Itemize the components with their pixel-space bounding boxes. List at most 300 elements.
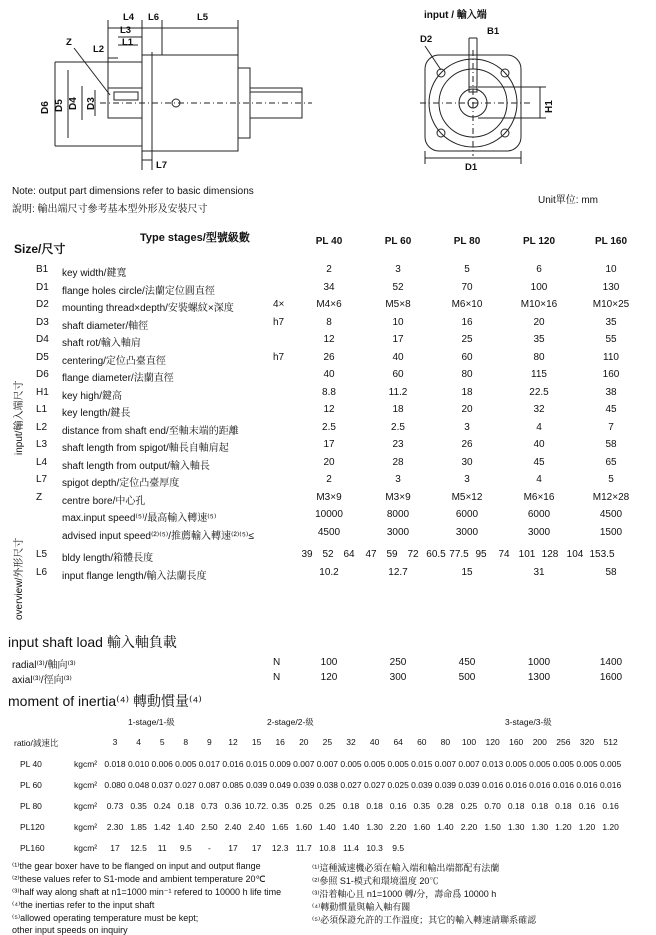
- table-cell: 40: [323, 369, 335, 380]
- inertia-cell: 1.65: [271, 822, 289, 832]
- table-cell: 47: [365, 549, 377, 560]
- inertia-cell: 0.18: [342, 801, 360, 811]
- table-cell: 8: [326, 316, 332, 328]
- table-cell: 80: [533, 351, 545, 363]
- ratio-header: 320: [579, 737, 595, 747]
- column-header: PL 60: [384, 236, 412, 247]
- inertia-cell: 0.039: [245, 780, 268, 790]
- footnote-zh: ⁽²⁾參照 S1-模式和環境溫度 20℃: [312, 876, 439, 886]
- ratio-header: 120: [485, 737, 500, 747]
- inertia-cell: 0.005: [175, 759, 197, 769]
- inertia-row-name: PL120: [20, 822, 45, 832]
- row-name: key high/鍵高: [62, 390, 123, 402]
- note-zh: 說明: 輸出端尺寸參考基本型外形及安裝尺寸: [12, 204, 208, 215]
- table-cell: M5×8: [385, 299, 411, 310]
- ratio-header: 80: [440, 737, 451, 747]
- inertia-cell: 0.039: [293, 780, 315, 790]
- input-group-label: input/輸入端尺寸: [14, 380, 25, 455]
- inertia-cell: 0.039: [411, 780, 433, 790]
- table-cell: 3: [464, 474, 470, 485]
- ratio-header: 100: [461, 737, 477, 747]
- table-cell: 60.5: [426, 549, 446, 560]
- table-cell: 3000: [527, 526, 551, 538]
- inertia-unit: kgcm²: [74, 780, 98, 790]
- table-cell: 11.2: [388, 386, 408, 398]
- inertia-row-name: PL 40: [20, 759, 42, 769]
- type-stages-header: Type stages/型號級數: [140, 232, 250, 244]
- inertia-cell: 0.009: [269, 759, 291, 769]
- inertia-unit: kgcm²: [74, 822, 98, 832]
- table-cell: M6×10: [451, 299, 483, 310]
- stage1-header: 1-stage/1-級: [128, 717, 175, 727]
- table-cell: 160: [602, 369, 620, 380]
- inertia-cell: 2.20: [389, 822, 407, 832]
- inertia-cell: 0.007: [458, 759, 480, 769]
- inertia-cell: 0.005: [529, 759, 551, 769]
- inertia-cell: 11.7: [295, 843, 312, 853]
- inertia-cell: 2.50: [201, 822, 218, 832]
- column-header: PL 40: [315, 236, 343, 247]
- inertia-cell: 9.5: [179, 843, 192, 853]
- inertia-cell: 0.016: [529, 780, 551, 790]
- column-header: PL 160: [594, 236, 628, 247]
- inertia-cell: 0.16: [578, 801, 596, 811]
- table-cell: 59: [386, 549, 398, 560]
- inertia-title: moment of inertia⁽⁴⁾ 轉動慣量⁽⁴⁾: [8, 693, 202, 709]
- inertia-cell: 2.20: [460, 822, 478, 832]
- inertia-cell: 10.3: [366, 843, 383, 853]
- ratio-header: 3: [112, 737, 118, 747]
- table-cell: 38: [605, 386, 617, 398]
- table-cell: 60: [392, 369, 404, 380]
- inertia-cell: 0.007: [434, 759, 457, 769]
- table-cell: 100: [530, 281, 548, 293]
- row-code: D2: [36, 299, 49, 310]
- inertia-cell: 1.40: [437, 822, 454, 832]
- inertia-cell: 10.8: [319, 843, 336, 853]
- row-name: input flange length/輸入法蘭長度: [62, 571, 207, 582]
- inertia-cell: 1.40: [319, 822, 336, 832]
- inertia-cell: 0.005: [363, 759, 386, 769]
- stage2-header: 2-stage/2-級: [267, 717, 314, 727]
- table-cell: 115: [531, 369, 547, 380]
- row-code: L3: [36, 439, 48, 450]
- table-cell: 3000: [386, 526, 410, 538]
- row-name: advised input speed⁽²⁾⁽⁵⁾/推薦輸入轉速⁽²⁾⁽⁵⁾≤: [62, 530, 254, 542]
- row-code: Z: [36, 491, 43, 503]
- table-cell: 60: [461, 351, 473, 363]
- table-cell: 12: [323, 404, 335, 415]
- inertia-cell: 10.72.: [244, 801, 269, 811]
- table-cell: 6000: [455, 509, 479, 520]
- dim-label: L7: [156, 160, 168, 171]
- inertia-cell: 1.30: [366, 822, 383, 832]
- table-cell: 23: [392, 439, 404, 450]
- inertia-cell: 1.42: [153, 822, 171, 832]
- ratio-header: 4: [136, 737, 141, 747]
- row-name: flange holes circle/法蘭定位圓直徑: [62, 285, 215, 297]
- inertia-cell: 9.5: [392, 843, 405, 853]
- ratio-header: 40: [369, 737, 380, 747]
- inertia-cell: 1.60: [413, 822, 431, 832]
- input-view-title: input / 輸入端: [424, 10, 487, 21]
- table-cell: 39: [301, 549, 313, 560]
- table-cell: 3: [464, 421, 470, 433]
- table-cell: 45: [533, 456, 545, 468]
- inertia-cell: 0.039: [458, 780, 480, 790]
- inertia-cell: 17: [228, 843, 238, 853]
- table-cell: 31: [533, 567, 545, 578]
- table-cell: 20: [533, 316, 545, 328]
- row-tolerance: h7: [273, 316, 285, 328]
- footnote-en: ⁽¹⁾the gear boxer have to be flanged on input and output flange: [12, 861, 261, 871]
- row-code: H1: [36, 386, 49, 398]
- table-cell: 52: [392, 281, 404, 293]
- table-cell: 101: [518, 549, 536, 560]
- inertia-cell: 0.039: [434, 780, 457, 790]
- inertia-cell: 12.3: [271, 843, 289, 853]
- ratio-header: 160: [509, 737, 524, 747]
- ratio-header: 15: [251, 737, 262, 747]
- inertia-cell: 0.25: [319, 801, 336, 811]
- inertia-cell: 0.016: [481, 780, 504, 790]
- row-name: key width/鍵寬: [62, 268, 127, 279]
- table-cell: 153.5: [589, 549, 615, 560]
- ratio-header: 5: [159, 737, 165, 747]
- inertia-cell: 0.025: [387, 780, 409, 790]
- table-cell: M12×28: [592, 491, 630, 503]
- dim-label: D2: [420, 34, 433, 45]
- footnote-zh: ⁽³⁾沿着軸心且 n1=1000 轉/分，壽命爲 10000 h: [312, 889, 497, 899]
- ratio-header: 60: [417, 737, 427, 747]
- table-cell: 12.7: [388, 567, 408, 578]
- table-cell: 2: [326, 264, 332, 275]
- inertia-cell: 11.4: [343, 843, 359, 853]
- inertia-cell: 0.18: [555, 801, 572, 811]
- table-cell: 95: [475, 549, 487, 560]
- table-cell: 8.8: [322, 386, 336, 398]
- table-cell: 10: [392, 316, 404, 328]
- table-cell: 16: [461, 316, 473, 328]
- dim-label: L6: [148, 12, 160, 23]
- note-en: Note: output part dimensions refer to basic dimensions: [12, 186, 254, 197]
- inertia-unit: kgcm²: [74, 843, 98, 853]
- table-cell: 3: [395, 474, 401, 485]
- table-cell: 3: [395, 264, 401, 275]
- inertia-cell: 2.30: [106, 822, 124, 832]
- radial-unit: N: [273, 657, 281, 668]
- table-cell: 40: [533, 439, 545, 450]
- axial-label: axial⁽³⁾/徑向⁽³⁾: [12, 675, 72, 686]
- load-cell: 500: [458, 672, 476, 683]
- row-name: shaft rot/輸入軸肩: [62, 338, 141, 349]
- inertia-cell: 0.73: [201, 801, 218, 811]
- inertia-cell: 0.049: [269, 780, 291, 790]
- table-cell: 64: [343, 549, 355, 560]
- inertia-cell: 0.35: [413, 801, 431, 811]
- inertia-cell: 0.70: [484, 801, 501, 811]
- dim-label: L3: [120, 25, 132, 36]
- ratio-header: 9: [207, 737, 212, 747]
- table-cell: 10: [605, 264, 617, 275]
- table-cell: 45: [605, 404, 617, 415]
- footnote-zh: ⁽⁵⁾必須保證允許的工作溫度；其它的輸入轉速請聯系確認: [312, 915, 537, 925]
- inertia-cell: 0.28: [437, 801, 454, 811]
- row-code: D4: [36, 334, 49, 345]
- inertia-cell: 1.60: [295, 822, 313, 832]
- inertia-cell: 0.005: [599, 759, 622, 769]
- load-cell: 250: [389, 657, 407, 668]
- inertia-cell: 0.018: [104, 759, 126, 769]
- inertia-cell: 0.016: [576, 780, 598, 790]
- inertia-cell: 0.18: [507, 801, 525, 811]
- inertia-cell: 12.5: [130, 843, 147, 853]
- table-cell: 1500: [599, 526, 623, 538]
- inertia-cell: 0.35: [271, 801, 289, 811]
- inertia-cell: 0.015: [245, 759, 268, 769]
- table-cell: 20: [323, 456, 335, 468]
- inertia-cell: 0.027: [175, 780, 197, 790]
- inertia-cell: 1.20: [602, 822, 619, 832]
- inertia-cell: 0.016: [552, 780, 575, 790]
- table-cell: 7: [608, 421, 614, 433]
- table-cell: 4: [536, 474, 542, 485]
- dim-label: D3: [86, 97, 97, 110]
- inertia-cell: 1.85: [130, 822, 147, 832]
- table-cell: 4500: [317, 526, 341, 538]
- ratio-header: 256: [556, 737, 571, 747]
- ratio-header: 25: [322, 737, 333, 747]
- table-cell: 5: [464, 264, 470, 275]
- table-cell: 17: [392, 334, 404, 345]
- load-title: input shaft load 輸入軸負載: [8, 634, 177, 650]
- table-cell: 74: [498, 549, 510, 560]
- inertia-cell: 0.027: [363, 780, 386, 790]
- inertia-cell: 11: [157, 843, 167, 853]
- inertia-cell: 0.005: [505, 759, 527, 769]
- inertia-cell: 17: [251, 843, 262, 853]
- table-cell: 70: [461, 281, 473, 293]
- table-cell: 4500: [599, 509, 623, 520]
- inertia-unit: kgcm²: [74, 759, 98, 769]
- table-cell: 25: [461, 334, 473, 345]
- dim-label: D6: [40, 101, 51, 114]
- table-cell: M10×25: [592, 299, 630, 310]
- row-name: bldy length/箱體長度: [62, 553, 154, 564]
- footnote-zh: ⁽¹⁾這種減速機必須在輸入端和輸出端都配有法蘭: [312, 863, 500, 873]
- table-cell: 52: [322, 549, 334, 560]
- ratio-header: 16: [275, 737, 285, 747]
- inertia-row-name: PL 60: [20, 780, 42, 790]
- table-cell: 32: [533, 404, 545, 415]
- inertia-cell: 1.30: [531, 822, 549, 832]
- inertia-unit: kgcm²: [74, 801, 98, 811]
- footnote-en: ⁽²⁾these values refer to S1-mode and ambient temperature 20℃: [12, 874, 266, 884]
- footnote-en: other input speeds on inquiry: [12, 925, 128, 935]
- row-code: D3: [36, 316, 49, 328]
- inertia-cell: 0.24: [153, 801, 171, 811]
- table-cell: 110: [603, 351, 619, 363]
- inertia-cell: 0.005: [387, 759, 409, 769]
- inertia-cell: 0.16: [602, 801, 619, 811]
- inertia-cell: 0.007: [293, 759, 315, 769]
- table-cell: 10000: [315, 509, 343, 520]
- inertia-cell: 1.40: [342, 822, 360, 832]
- load-cell: 450: [458, 657, 476, 668]
- dim-label: H1: [544, 100, 555, 113]
- row-code: D5: [36, 351, 49, 363]
- ratio-header: 12: [228, 737, 238, 747]
- ratio-header: 64: [393, 737, 403, 747]
- ratio-header: 20: [299, 737, 309, 747]
- table-cell: 10.2: [319, 567, 339, 578]
- inertia-cell: 0.085: [222, 780, 244, 790]
- dim-label: D5: [54, 99, 65, 112]
- inertia-cell: 0.18: [366, 801, 383, 811]
- footnote-zh: ⁽⁴⁾轉動慣量與輸入軸有關: [312, 902, 411, 912]
- row-code: L6: [36, 567, 48, 578]
- table-cell: 35: [605, 316, 617, 328]
- table-cell: 130: [602, 281, 620, 293]
- table-cell: M6×16: [523, 491, 555, 503]
- inertia-cell: 1.40: [177, 822, 195, 832]
- load-cell: 120: [320, 672, 338, 683]
- row-tolerance: 4×: [273, 299, 285, 310]
- input-view-lines: [0, 0, 656, 200]
- table-cell: 128: [541, 549, 559, 560]
- load-cell: 1400: [599, 657, 623, 668]
- row-code: D6: [36, 369, 49, 380]
- load-cell: 300: [389, 672, 407, 683]
- inertia-cell: 0.006: [151, 759, 173, 769]
- column-header: PL 80: [453, 236, 481, 247]
- inertia-cell: 1.20: [578, 822, 596, 832]
- inertia-cell: 0.038: [316, 780, 339, 790]
- inertia-cell: 0.005: [552, 759, 575, 769]
- inertia-cell: 0.015: [411, 759, 433, 769]
- table-cell: M4×6: [316, 299, 342, 310]
- table-cell: M5×12: [451, 491, 483, 503]
- dim-label: L2: [93, 44, 105, 55]
- row-tolerance: h7: [273, 351, 285, 363]
- inertia-cell: 0.18: [177, 801, 195, 811]
- table-cell: 2: [326, 474, 332, 485]
- table-cell: 40: [392, 351, 404, 363]
- table-cell: 30: [461, 456, 473, 468]
- table-cell: 12: [323, 334, 335, 345]
- table-cell: 2.5: [322, 421, 336, 433]
- unit-label: Unit單位: mm: [538, 195, 598, 206]
- row-name: shaft diameter/軸徑: [62, 320, 149, 332]
- overview-group-label: overview/外形尺寸: [14, 537, 25, 620]
- row-name: centre bore/中心孔: [62, 495, 146, 507]
- row-name: spigot depth/定位凸臺厚度: [62, 478, 180, 489]
- column-header: PL 120: [522, 236, 556, 247]
- row-code: L4: [36, 456, 48, 468]
- table-cell: 15: [461, 567, 473, 578]
- inertia-cell: 0.013: [481, 759, 504, 769]
- inertia-cell: 17: [110, 843, 120, 853]
- row-code: L2: [36, 421, 48, 433]
- table-cell: 3000: [455, 526, 479, 538]
- table-cell: 26: [461, 439, 473, 450]
- table-cell: 55: [605, 334, 617, 345]
- load-cell: 1600: [599, 672, 623, 683]
- row-name: mounting thread×depth/安裝螺紋×深度: [62, 303, 234, 314]
- table-cell: 34: [323, 281, 335, 293]
- row-code: L7: [36, 474, 48, 485]
- row-name: max.input speed⁽⁵⁾/最高輸入轉速⁽⁵⁾: [62, 513, 217, 524]
- dim-label: L1: [122, 37, 134, 48]
- inertia-cell: 0.010: [127, 759, 150, 769]
- inertia-cell: 0.037: [151, 780, 173, 790]
- footnote-en: ⁽⁵⁾allowed operating temperature must be kept;: [12, 913, 199, 923]
- table-cell: 80: [461, 369, 473, 380]
- inertia-cell: 1.30: [507, 822, 525, 832]
- row-name: centering/定位凸臺直徑: [62, 355, 166, 367]
- load-cell: 100: [320, 657, 338, 668]
- table-cell: M3×9: [385, 491, 411, 503]
- inertia-cell: 1.50: [484, 822, 501, 832]
- row-code: L5: [36, 549, 48, 560]
- inertia-cell: 0.027: [340, 780, 362, 790]
- inertia-cell: 0.017: [198, 759, 221, 769]
- inertia-cell: 0.25: [460, 801, 478, 811]
- table-cell: 6: [536, 264, 542, 275]
- ratio-header: 200: [532, 737, 547, 747]
- inertia-cell: 2.40: [224, 822, 242, 832]
- size-header: Size/尺寸: [14, 242, 66, 256]
- row-code: B1: [36, 264, 49, 275]
- ratio-header: 512: [603, 737, 618, 747]
- table-cell: 26: [323, 351, 335, 363]
- footnote-en: ⁽⁴⁾the inertias refer to the input shaft: [12, 900, 155, 910]
- dim-label: Z: [66, 37, 72, 48]
- inertia-cell: 0.35: [130, 801, 147, 811]
- inertia-cell: 0.016: [222, 759, 244, 769]
- inertia-cell: 0.007: [316, 759, 339, 769]
- inertia-cell: 0.36: [224, 801, 242, 811]
- inertia-cell: -: [207, 843, 211, 853]
- row-code: L1: [36, 404, 48, 415]
- table-cell: 104: [566, 549, 584, 560]
- dim-label: L4: [123, 12, 135, 23]
- load-cell: 1300: [527, 672, 551, 683]
- dim-label: B1: [487, 26, 500, 37]
- table-cell: 18: [461, 386, 473, 398]
- table-cell: 22.5: [529, 386, 549, 398]
- radial-label: radial⁽³⁾/軸向⁽³⁾: [12, 660, 76, 671]
- ratio-header: 8: [183, 737, 189, 747]
- inertia-cell: 0.016: [505, 780, 527, 790]
- table-cell: 5: [608, 474, 614, 485]
- inertia-cell: 0.080: [104, 780, 126, 790]
- axial-unit: N: [273, 672, 281, 683]
- table-cell: 20: [461, 404, 473, 415]
- row-name: shaft length from output/輸入軸長: [62, 460, 210, 472]
- inertia-cell: 1.20: [555, 822, 572, 832]
- table-cell: 28: [392, 456, 404, 468]
- row-name: flange diameter/法蘭直徑: [62, 373, 174, 384]
- inertia-row-name: PL 80: [20, 801, 42, 811]
- inertia-cell: 0.005: [576, 759, 598, 769]
- inertia-cell: 0.18: [531, 801, 549, 811]
- ratio-label: ratio/減速比: [14, 738, 59, 748]
- row-name: distance from shaft end/至軸末端的距離: [62, 425, 239, 437]
- table-cell: 58: [605, 567, 617, 578]
- inertia-cell: 0.005: [340, 759, 362, 769]
- inertia-cell: 0.048: [127, 780, 150, 790]
